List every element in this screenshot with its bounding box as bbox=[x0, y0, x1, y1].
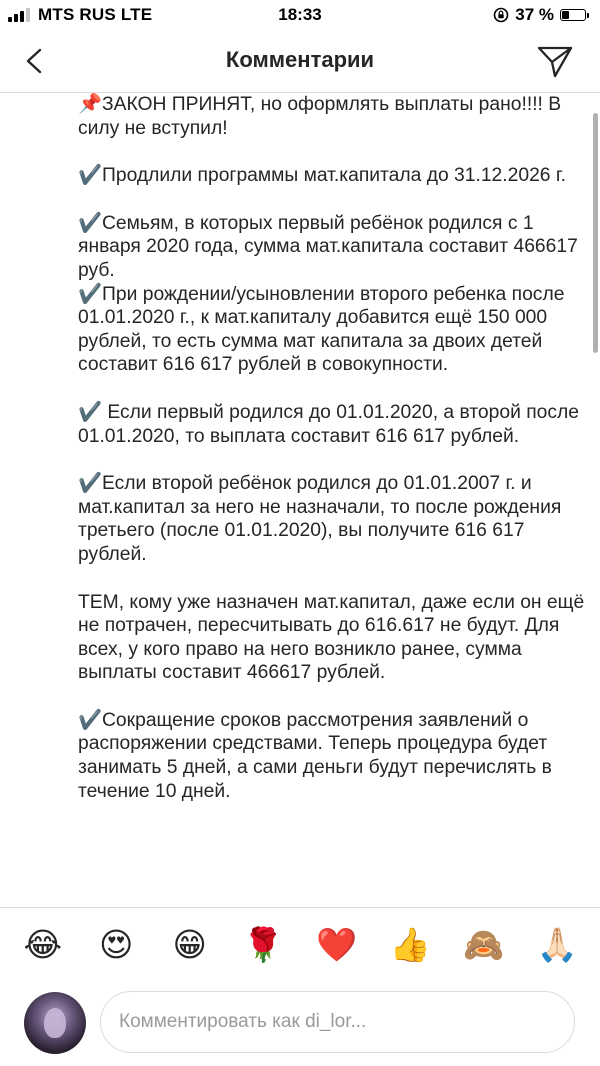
comment-paragraph: 📌ЗАКОН ПРИНЯТ, но оформлять выплаты рано!!!! В силу не вступил! bbox=[78, 94, 562, 139]
navigation-bar bbox=[0, 30, 600, 93]
comment-paragraph: ✔️Сокращение сроков рассмотрения заявлений о распоряжении средствами. Теперь процедура будет занимать 5 дней, а сами деньги будут перечислять в течение 10 дней. bbox=[78, 709, 552, 802]
status-bar bbox=[0, 0, 600, 30]
emoji-rose-icon[interactable]: 🌹 bbox=[242, 925, 284, 963]
paper-plane-icon[interactable] bbox=[536, 43, 574, 79]
comment-paragraph: ✔️При рождении/усыновлении второго ребенка после 01.01.2020 г., к мат.капиталу добавится ещё 150 000 рублей, то есть сумма мат капитала за двоих детей составит 616 617 рублей в совокупности. bbox=[78, 283, 565, 376]
comment-paragraph: ✔️Если второй ребёнок родился до 01.01.2007 г. и мат.капитал за него не назначали, то после рождения третьего (после 01.01.2020), вы получите 616 617 рублей. bbox=[78, 473, 562, 565]
comment-content bbox=[0, 93, 600, 907]
status-time: 18:33 bbox=[278, 5, 322, 24]
comment-paragraph: ✔️Продлили программы мат.капитала до 31.12.2026 г. bbox=[78, 165, 566, 187]
emoji-thumbs-up-icon[interactable]: 👍 bbox=[389, 925, 431, 963]
comment-paragraph: ТЕМ, кому уже назначен мат.капитал, даже если он ещё не потрачен, пересчитывать до 616.617 не будут. Для всех, у кого право на него возникло ранее, сумма выплаты составит 466617 рублей. bbox=[78, 591, 585, 684]
emoji-heart-eyes-icon[interactable]: 😍 bbox=[99, 925, 134, 963]
comment-paragraph: ✔️ Если первый родился до 01.01.2020, а второй после 01.01.2020, то выплата составит 616 617 рублей. bbox=[78, 401, 580, 447]
emoji-laughing-icon[interactable]: 😂 bbox=[23, 925, 63, 963]
comment-paragraph: ✔️Семьям, в которых первый ребёнок родился с 1 января 2020 года, сумма мат.капитала составит 466617 руб. bbox=[78, 212, 578, 281]
emoji-see-no-evil-monkey-icon[interactable]: 🙈 bbox=[463, 925, 505, 963]
page-title: Комментарии bbox=[225, 47, 375, 72]
battery-percent: 37 % bbox=[515, 5, 554, 24]
comment-input-row bbox=[0, 981, 600, 1066]
status-right bbox=[493, 5, 586, 25]
emoji-grin-icon[interactable]: 😁 bbox=[172, 925, 207, 963]
emoji-praying-hands-icon[interactable]: 🙏🏻 bbox=[536, 925, 578, 963]
battery-icon bbox=[560, 9, 586, 21]
emoji-quick-bar bbox=[0, 907, 600, 981]
scroll-indicator[interactable] bbox=[593, 113, 598, 353]
carrier-label: MTS RUS LTE bbox=[38, 5, 153, 24]
rotation-lock-icon bbox=[493, 7, 509, 23]
emoji-red-heart-icon[interactable]: ❤️ bbox=[316, 925, 358, 963]
comment-input[interactable] bbox=[100, 991, 575, 1053]
comment-body bbox=[78, 93, 588, 803]
avatar bbox=[24, 992, 86, 1054]
